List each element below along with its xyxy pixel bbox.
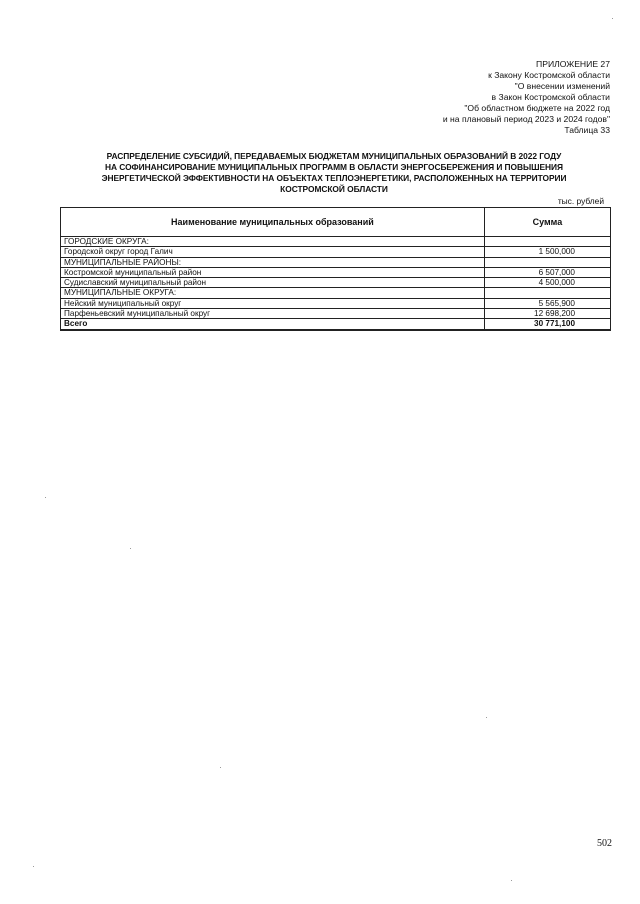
scan-speck xyxy=(511,880,512,881)
scan-speck xyxy=(45,497,46,498)
appendix-line: и на плановый период 2023 и 2024 годов" xyxy=(442,114,610,124)
header-sum: Сумма xyxy=(484,208,610,237)
row-sum xyxy=(484,257,610,267)
total-label: Всего xyxy=(61,319,485,330)
row-sum: 5 565,900 xyxy=(484,298,610,308)
subsidy-table xyxy=(60,207,611,331)
title-line: НА СОФИНАНСИРОВАНИЕ МУНИЦИПАЛЬНЫХ ПРОГРАММ В ОБЛАСТИ ЭНЕРГОСБЕРЕЖЕНИЯ И ПОВЫШЕНИЯ xyxy=(105,162,563,172)
scan-speck xyxy=(130,548,131,549)
units-label: тыс. рублей xyxy=(557,196,604,206)
table-row xyxy=(61,288,611,298)
row-name: Судиславский муниципальный район xyxy=(61,278,485,288)
row-sum xyxy=(484,237,610,247)
scan-speck xyxy=(33,866,34,867)
row-sum: 1 500,000 xyxy=(484,247,610,257)
table-row xyxy=(61,257,611,267)
row-name: Костромской муниципальный район xyxy=(61,267,485,277)
table-row xyxy=(61,237,611,247)
appendix-line: ПРИЛОЖЕНИЕ 27 xyxy=(536,59,610,69)
appendix-line: "Об областном бюджете на 2022 год xyxy=(464,103,610,113)
scan-speck xyxy=(486,717,487,718)
scan-speck xyxy=(220,767,221,768)
page-number: 502 xyxy=(597,838,612,849)
table-row xyxy=(61,298,611,308)
row-sum xyxy=(484,288,610,298)
table-row xyxy=(61,309,611,319)
title-line: РАСПРЕДЕЛЕНИЕ СУБСИДИЙ, ПЕРЕДАВАЕМЫХ БЮДЖЕТАМ МУНИЦИПАЛЬНЫХ ОБРАЗОВАНИЙ В 2022 ГОДУ xyxy=(106,151,562,161)
row-name: Городской округ город Галич xyxy=(61,247,485,257)
title-line: ЭНЕРГЕТИЧЕСКОЙ ЭФФЕКТИВНОСТИ НА ОБЪЕКТАХ ТЕПЛОЭНЕРГЕТИКИ, РАСПОЛОЖЕННЫХ НА ТЕРРИТОРИИ xyxy=(101,173,567,183)
header-name: Наименование муниципальных образований xyxy=(61,208,485,237)
table-header-row xyxy=(61,208,611,237)
document-title xyxy=(58,151,610,195)
table-number: Таблица 33 xyxy=(564,125,610,135)
table-row xyxy=(61,267,611,277)
row-name: Парфеньевский муниципальный округ xyxy=(61,309,485,319)
appendix-line: к Закону Костромской области xyxy=(488,70,610,80)
title-line: КОСТРОМСКОЙ ОБЛАСТИ xyxy=(280,184,388,194)
table-row xyxy=(61,278,611,288)
row-sum: 12 698,200 xyxy=(484,309,610,319)
appendix-line: в Закон Костромской области xyxy=(491,92,610,102)
total-sum: 30 771,100 xyxy=(484,319,610,330)
row-name: ГОРОДСКИЕ ОКРУГА: xyxy=(61,237,485,247)
row-sum: 6 507,000 xyxy=(484,267,610,277)
appendix-line: "О внесении изменений xyxy=(514,81,610,91)
row-sum: 4 500,000 xyxy=(484,278,610,288)
table-row xyxy=(61,247,611,257)
row-name: МУНИЦИПАЛЬНЫЕ РАЙОНЫ: xyxy=(61,257,485,267)
appendix-header xyxy=(310,59,610,136)
total-row xyxy=(61,319,611,330)
row-name: Нейский муниципальный округ xyxy=(61,298,485,308)
scan-speck xyxy=(612,18,613,19)
row-name: МУНИЦИПАЛЬНЫЕ ОКРУГА: xyxy=(61,288,485,298)
